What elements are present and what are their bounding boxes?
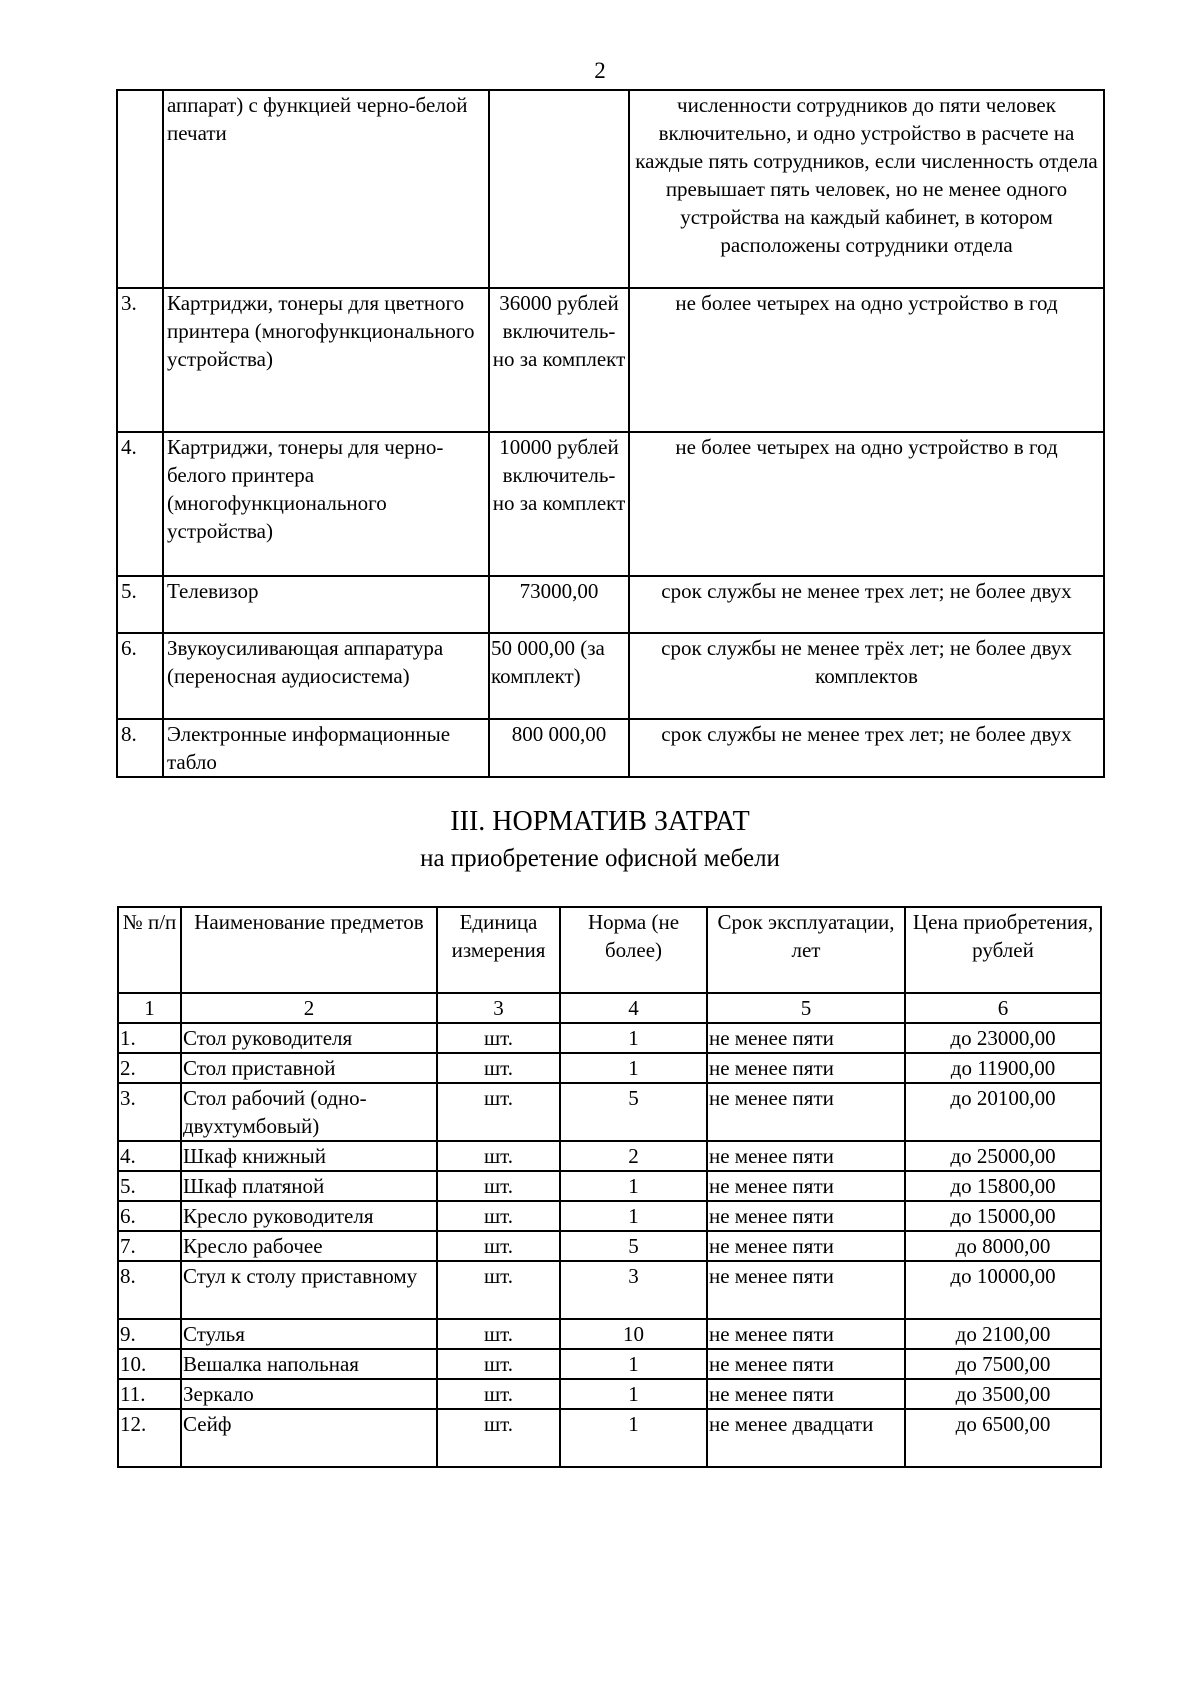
- header-cell: Срок эксплуатации, лет: [707, 907, 905, 993]
- item-norm-note: не более четырех на одно устройство в год: [629, 432, 1104, 576]
- item-name: Телевизор: [163, 576, 489, 633]
- item-name: Картриджи, тонеры для черно-белого принтера (многофункционального устройства): [163, 432, 489, 576]
- row-number: 8.: [117, 719, 163, 777]
- item-unit: шт.: [437, 1023, 560, 1053]
- item-price: 800 000,00: [489, 719, 629, 777]
- row-number: 4.: [118, 1141, 181, 1171]
- row-number: 11.: [118, 1379, 181, 1409]
- table-row: [118, 1083, 1101, 1141]
- item-price: 50 000,00 (за комплект): [489, 633, 629, 719]
- item-name: Вешалка напольная: [181, 1349, 437, 1379]
- table-row: [118, 1141, 1101, 1171]
- table-header-row: [118, 907, 1101, 993]
- table-row: [118, 1409, 1101, 1467]
- column-number: 4: [560, 993, 707, 1023]
- item-price: 36000 рублей включитель-но за комплект: [489, 288, 629, 432]
- section-subtitle: на приобретение офисной мебели: [420, 845, 780, 872]
- item-price: до 11900,00: [905, 1053, 1101, 1083]
- item-unit: шт.: [437, 1319, 560, 1349]
- item-name: Кресло руководителя: [181, 1201, 437, 1231]
- row-number: 7.: [118, 1231, 181, 1261]
- table-row: [118, 1319, 1101, 1349]
- row-number: 8.: [118, 1261, 181, 1319]
- column-number: 5: [707, 993, 905, 1023]
- table-row: [117, 288, 1104, 432]
- item-name: аппарат) с функцией черно-белой печати: [163, 90, 489, 288]
- item-name: Сейф: [181, 1409, 437, 1467]
- item-price: до 15800,00: [905, 1171, 1101, 1201]
- table-row: [118, 1231, 1101, 1261]
- header-cell: Наименование предметов: [181, 907, 437, 993]
- table-row: [117, 576, 1104, 633]
- row-number: 5.: [118, 1171, 181, 1201]
- item-unit: шт.: [437, 1201, 560, 1231]
- item-price: до 25000,00: [905, 1141, 1101, 1171]
- row-number: 9.: [118, 1319, 181, 1349]
- table-row: [118, 1023, 1101, 1053]
- item-price: до 23000,00: [905, 1023, 1101, 1053]
- item-price: до 7500,00: [905, 1349, 1101, 1379]
- item-term: не менее пяти: [707, 1379, 905, 1409]
- item-norm: 1: [560, 1349, 707, 1379]
- row-number: 5.: [117, 576, 163, 633]
- header-cell: Единица измерения: [437, 907, 560, 993]
- item-price: до 20100,00: [905, 1083, 1101, 1141]
- item-unit: шт.: [437, 1349, 560, 1379]
- item-norm: 1: [560, 1171, 707, 1201]
- table-row: [117, 90, 1104, 288]
- row-number: 6.: [118, 1201, 181, 1231]
- item-norm: 1: [560, 1053, 707, 1083]
- furniture-norms-table: [117, 906, 1102, 1468]
- item-norm-note: не более четырех на одно устройство в год: [629, 288, 1104, 432]
- item-norm: 10: [560, 1319, 707, 1349]
- item-name: Шкаф платяной: [181, 1171, 437, 1201]
- row-number: [117, 90, 163, 288]
- item-name: Стулья: [181, 1319, 437, 1349]
- item-norm-note: срок службы не менее трех лет; не более двух: [629, 576, 1104, 633]
- header-cell: Цена приобретения, рублей: [905, 907, 1101, 993]
- item-term: не менее пяти: [707, 1231, 905, 1261]
- item-term: не менее пяти: [707, 1083, 905, 1141]
- item-unit: шт.: [437, 1141, 560, 1171]
- item-term: не менее пяти: [707, 1261, 905, 1319]
- equipment-norms-table: [116, 89, 1105, 778]
- table-row: [118, 1349, 1101, 1379]
- table-row: [117, 633, 1104, 719]
- row-number: 10.: [118, 1349, 181, 1379]
- item-price: [489, 90, 629, 288]
- table-row: [117, 719, 1104, 777]
- item-norm: 5: [560, 1083, 707, 1141]
- item-unit: шт.: [437, 1379, 560, 1409]
- item-norm: 1: [560, 1379, 707, 1409]
- table-row: [118, 1201, 1101, 1231]
- item-term: не менее пяти: [707, 1053, 905, 1083]
- table-row: [118, 1261, 1101, 1319]
- table-row: [118, 1053, 1101, 1083]
- row-number: 12.: [118, 1409, 181, 1467]
- item-unit: шт.: [437, 1409, 560, 1467]
- table-row: [117, 432, 1104, 576]
- item-price: до 10000,00: [905, 1261, 1101, 1319]
- item-term: не менее пяти: [707, 1171, 905, 1201]
- column-number: 6: [905, 993, 1101, 1023]
- item-norm-note: срок службы не менее трех лет; не более двух: [629, 719, 1104, 777]
- item-norm: 5: [560, 1231, 707, 1261]
- item-price: до 6500,00: [905, 1409, 1101, 1467]
- row-number: 1.: [118, 1023, 181, 1053]
- item-name: Зеркало: [181, 1379, 437, 1409]
- item-name: Кресло рабочее: [181, 1231, 437, 1261]
- item-unit: шт.: [437, 1231, 560, 1261]
- item-norm: 1: [560, 1023, 707, 1053]
- item-price: 10000 рублей включитель-но за комплект: [489, 432, 629, 576]
- item-name: Стол приставной: [181, 1053, 437, 1083]
- item-unit: шт.: [437, 1171, 560, 1201]
- item-price: до 15000,00: [905, 1201, 1101, 1231]
- item-unit: шт.: [437, 1083, 560, 1141]
- item-name: Звукоусиливающая аппаратура (переносная аудиосистема): [163, 633, 489, 719]
- item-norm-note: численности сотрудников до пяти человек включительно, и одно устройство в расчете на каждые пять сотрудников, если численность отдела превышает пять человек, но не менее одного устройства на каждый кабинет, в котором расположены сотрудники отдела: [629, 90, 1104, 288]
- item-norm-note: срок службы не менее трёх лет; не более двух комплектов: [629, 633, 1104, 719]
- row-number: 3.: [118, 1083, 181, 1141]
- column-number: 1: [118, 993, 181, 1023]
- item-norm: 2: [560, 1141, 707, 1171]
- item-name: Картриджи, тонеры для цветного принтера (многофункционального устройства): [163, 288, 489, 432]
- row-number: 4.: [117, 432, 163, 576]
- item-name: Стол рабочий (одно-двухтумбовый): [181, 1083, 437, 1141]
- item-price: 73000,00: [489, 576, 629, 633]
- row-number: 2.: [118, 1053, 181, 1083]
- item-name: Шкаф книжный: [181, 1141, 437, 1171]
- table-row: [118, 1171, 1101, 1201]
- item-term: не менее пяти: [707, 1319, 905, 1349]
- row-number: 3.: [117, 288, 163, 432]
- item-name: Стол руководителя: [181, 1023, 437, 1053]
- item-price: до 8000,00: [905, 1231, 1101, 1261]
- item-norm: 3: [560, 1261, 707, 1319]
- table-row: [118, 1379, 1101, 1409]
- section-title: III. НОРМАТИВ ЗАТРАТ: [450, 806, 750, 837]
- item-norm: 1: [560, 1201, 707, 1231]
- item-price: до 3500,00: [905, 1379, 1101, 1409]
- item-price: до 2100,00: [905, 1319, 1101, 1349]
- column-number: 3: [437, 993, 560, 1023]
- item-unit: шт.: [437, 1261, 560, 1319]
- header-cell: № п/п: [118, 907, 181, 993]
- item-norm: 1: [560, 1409, 707, 1467]
- item-unit: шт.: [437, 1053, 560, 1083]
- item-term: не менее двадцати: [707, 1409, 905, 1467]
- item-name: Стул к столу приставному: [181, 1261, 437, 1319]
- column-number-row: [118, 993, 1101, 1023]
- header-cell: Норма (не более): [560, 907, 707, 993]
- column-number: 2: [181, 993, 437, 1023]
- item-term: не менее пяти: [707, 1201, 905, 1231]
- page-number: 2: [594, 58, 606, 83]
- item-term: не менее пяти: [707, 1349, 905, 1379]
- row-number: 6.: [117, 633, 163, 719]
- item-name: Электронные информационные табло: [163, 719, 489, 777]
- item-term: не менее пяти: [707, 1023, 905, 1053]
- item-term: не менее пяти: [707, 1141, 905, 1171]
